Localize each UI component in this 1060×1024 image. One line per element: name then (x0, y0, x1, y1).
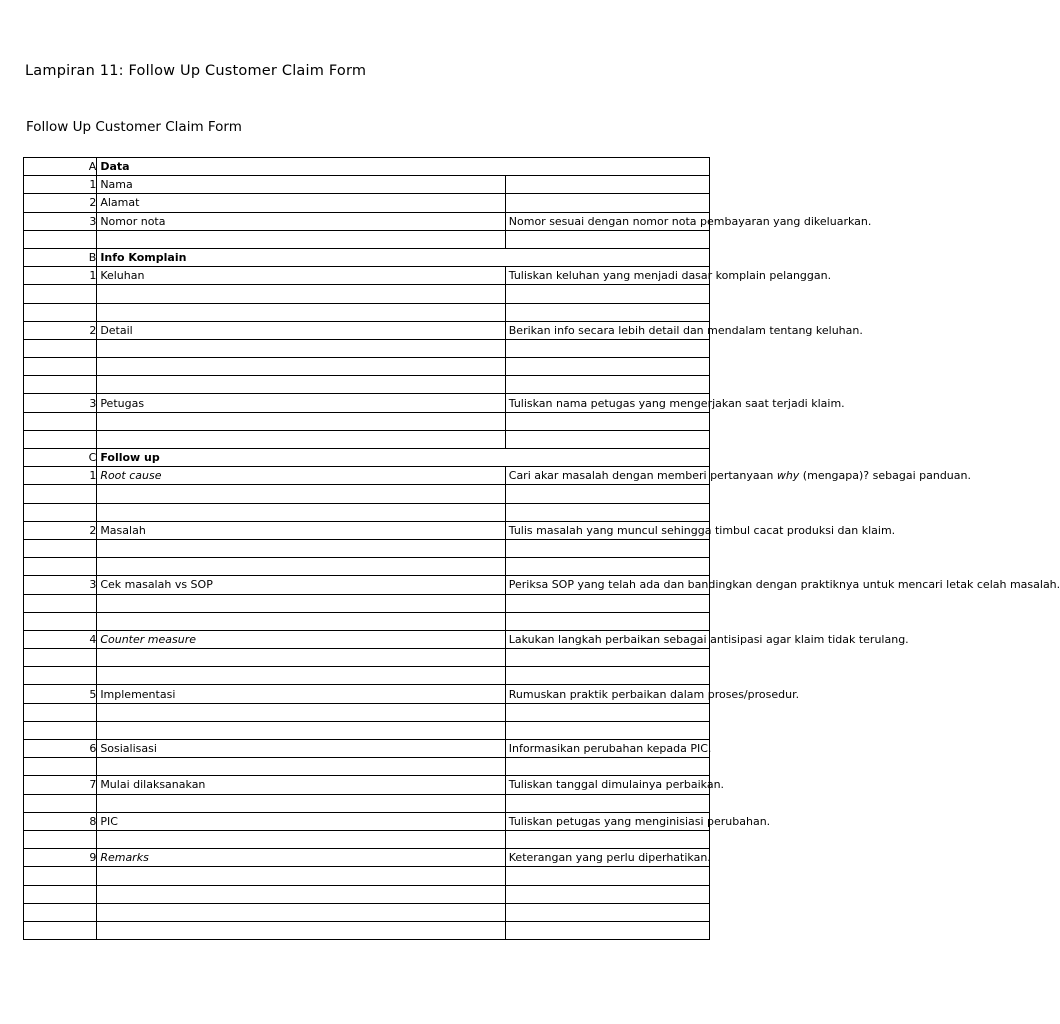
page-title: Lampiran 11: Follow Up Customer Claim Form (25, 63, 367, 79)
table-row (24, 321, 710, 339)
field-description: Informasikan perubahan kepada PIC. (505, 740, 709, 758)
field-description: Rumuskan praktik perbaikan dalam proses/prosedur. (505, 685, 709, 703)
field-label (97, 830, 505, 848)
field-description (505, 230, 709, 248)
row-number (24, 794, 97, 812)
section-row (24, 158, 710, 176)
row-number (24, 649, 97, 667)
table-row (24, 176, 710, 194)
section-row (24, 248, 710, 266)
field-description (505, 921, 709, 939)
blank-row (24, 539, 710, 557)
row-number (24, 558, 97, 576)
blank-row (24, 430, 710, 448)
field-label (97, 721, 505, 739)
field-label (97, 885, 505, 903)
row-number (24, 721, 97, 739)
field-label: Mulai dilaksanakan (97, 776, 505, 794)
row-number (24, 758, 97, 776)
row-number: 2 (24, 321, 97, 339)
field-description (505, 194, 709, 212)
row-number: 1 (24, 267, 97, 285)
row-number: 2 (24, 521, 97, 539)
row-number (24, 339, 97, 357)
blank-row (24, 558, 710, 576)
table-row (24, 394, 710, 412)
row-number (24, 667, 97, 685)
field-label (97, 430, 505, 448)
row-number: B (24, 248, 97, 266)
blank-row (24, 376, 710, 394)
row-number: 3 (24, 212, 97, 230)
field-label (97, 230, 505, 248)
blank-row (24, 503, 710, 521)
field-label (97, 649, 505, 667)
table-row (24, 267, 710, 285)
field-label: Petugas (97, 394, 505, 412)
field-label (97, 867, 505, 885)
row-number: 3 (24, 576, 97, 594)
field-label (97, 412, 505, 430)
blank-row (24, 649, 710, 667)
row-number (24, 412, 97, 430)
blank-row (24, 412, 710, 430)
field-label (97, 303, 505, 321)
field-label: Cek masalah vs SOP (97, 576, 505, 594)
blank-row (24, 867, 710, 885)
field-label (97, 921, 505, 939)
field-description (505, 285, 709, 303)
row-number: 9 (24, 849, 97, 867)
row-number: 2 (24, 194, 97, 212)
field-description: Tuliskan nama petugas yang mengerjakan saat terjadi klaim. (505, 394, 709, 412)
row-number (24, 903, 97, 921)
field-description: Tuliskan petugas yang menginisiasi perubahan. (505, 812, 709, 830)
field-description (505, 794, 709, 812)
table-row (24, 521, 710, 539)
blank-row (24, 885, 710, 903)
field-label (97, 485, 505, 503)
blank-row (24, 230, 710, 248)
field-description: Periksa SOP yang telah ada dan bandingkan dengan praktiknya untuk mencari letak celah masalah. (505, 576, 709, 594)
field-label: Implementasi (97, 685, 505, 703)
claim-form-table (23, 157, 1060, 940)
field-description (505, 485, 709, 503)
field-label (97, 594, 505, 612)
row-number (24, 830, 97, 848)
field-label: Keluhan (97, 267, 505, 285)
blank-row (24, 594, 710, 612)
field-description (505, 339, 709, 357)
blank-row (24, 794, 710, 812)
field-label (97, 558, 505, 576)
field-description (505, 867, 709, 885)
field-description (505, 376, 709, 394)
field-label: Nomor nota (97, 212, 505, 230)
field-label (97, 376, 505, 394)
table-row (24, 630, 710, 648)
row-number: A (24, 158, 97, 176)
field-label: Counter measure (97, 630, 505, 648)
field-label: Remarks (97, 849, 505, 867)
row-number (24, 921, 97, 939)
table-row (24, 194, 710, 212)
section-heading: Info Komplain (97, 248, 710, 266)
field-description (505, 612, 709, 630)
field-description (505, 467, 971, 485)
blank-row (24, 612, 710, 630)
field-description (505, 503, 709, 521)
row-number: 5 (24, 685, 97, 703)
section-row (24, 449, 710, 467)
row-number: 3 (24, 394, 97, 412)
field-label: Detail (97, 321, 505, 339)
blank-row (24, 485, 710, 503)
blank-row (24, 903, 710, 921)
field-label (97, 903, 505, 921)
field-label (97, 758, 505, 776)
table-row (24, 212, 710, 230)
row-number: 8 (24, 812, 97, 830)
description-segment: Cari akar masalah dengan memberi pertanyaan (508, 469, 777, 483)
table-row (24, 849, 710, 867)
row-number (24, 612, 97, 630)
blank-row (24, 358, 710, 376)
row-number (24, 703, 97, 721)
field-description (505, 903, 709, 921)
row-number: 1 (24, 467, 97, 485)
table-row (24, 740, 710, 758)
row-number (24, 594, 97, 612)
field-label (97, 667, 505, 685)
row-number (24, 430, 97, 448)
field-description: Nomor sesuai dengan nomor nota pembayaran yang dikeluarkan. (505, 212, 709, 230)
blank-row (24, 285, 710, 303)
field-description: Keterangan yang perlu diperhatikan. (505, 849, 709, 867)
table-row (24, 776, 710, 794)
table-row (24, 467, 710, 485)
field-label: Root cause (97, 467, 505, 485)
blank-row (24, 721, 710, 739)
form-title: Follow Up Customer Claim Form (26, 119, 242, 135)
row-number (24, 230, 97, 248)
blank-row (24, 667, 710, 685)
field-label: Sosialisasi (97, 740, 505, 758)
table-row (24, 812, 710, 830)
row-number (24, 485, 97, 503)
row-number (24, 539, 97, 557)
row-number (24, 303, 97, 321)
field-description (505, 539, 709, 557)
table-row (24, 685, 710, 703)
field-label (97, 285, 505, 303)
field-label (97, 612, 505, 630)
field-description: Lakukan langkah perbaikan sebagai antisipasi agar klaim tidak terulang. (505, 630, 709, 648)
row-number (24, 867, 97, 885)
field-description (505, 176, 709, 194)
field-description (505, 430, 709, 448)
field-label (97, 503, 505, 521)
field-label (97, 539, 505, 557)
field-description (505, 721, 709, 739)
field-description (505, 303, 709, 321)
field-description: Berikan info secara lebih detail dan mendalam tentang keluhan. (505, 321, 709, 339)
field-description (505, 412, 709, 430)
section-heading: Data (97, 158, 710, 176)
row-number: 1 (24, 176, 97, 194)
field-description: Tuliskan keluhan yang menjadi dasar komplain pelanggan. (505, 267, 709, 285)
row-number (24, 885, 97, 903)
field-description (505, 358, 709, 376)
description-segment: (mengapa)? sebagai panduan. (799, 469, 971, 483)
row-number (24, 503, 97, 521)
field-label: Nama (97, 176, 505, 194)
row-number: 6 (24, 740, 97, 758)
field-description (505, 703, 709, 721)
description-segment: why (776, 469, 800, 483)
row-number: 7 (24, 776, 97, 794)
row-number: 4 (24, 630, 97, 648)
row-number: C (24, 449, 97, 467)
field-description (505, 649, 709, 667)
table-row (24, 576, 710, 594)
row-number (24, 376, 97, 394)
field-description (505, 667, 709, 685)
field-description (505, 885, 709, 903)
row-number (24, 358, 97, 376)
blank-row (24, 830, 710, 848)
field-label (97, 339, 505, 357)
blank-row (24, 703, 710, 721)
row-number (24, 285, 97, 303)
field-description (505, 594, 709, 612)
field-label: PIC (97, 812, 505, 830)
field-description (505, 558, 709, 576)
field-label: Alamat (97, 194, 505, 212)
blank-row (24, 303, 710, 321)
blank-row (24, 758, 710, 776)
blank-row (24, 921, 710, 939)
field-label (97, 703, 505, 721)
section-heading: Follow up (97, 449, 710, 467)
field-label (97, 794, 505, 812)
field-label: Masalah (97, 521, 505, 539)
field-description (505, 830, 709, 848)
field-label (97, 358, 505, 376)
blank-row (24, 339, 710, 357)
field-description: Tulis masalah yang muncul sehingga timbul cacat produksi dan klaim. (505, 521, 709, 539)
field-description: Tuliskan tanggal dimulainya perbaikan. (505, 776, 709, 794)
field-description (505, 758, 709, 776)
